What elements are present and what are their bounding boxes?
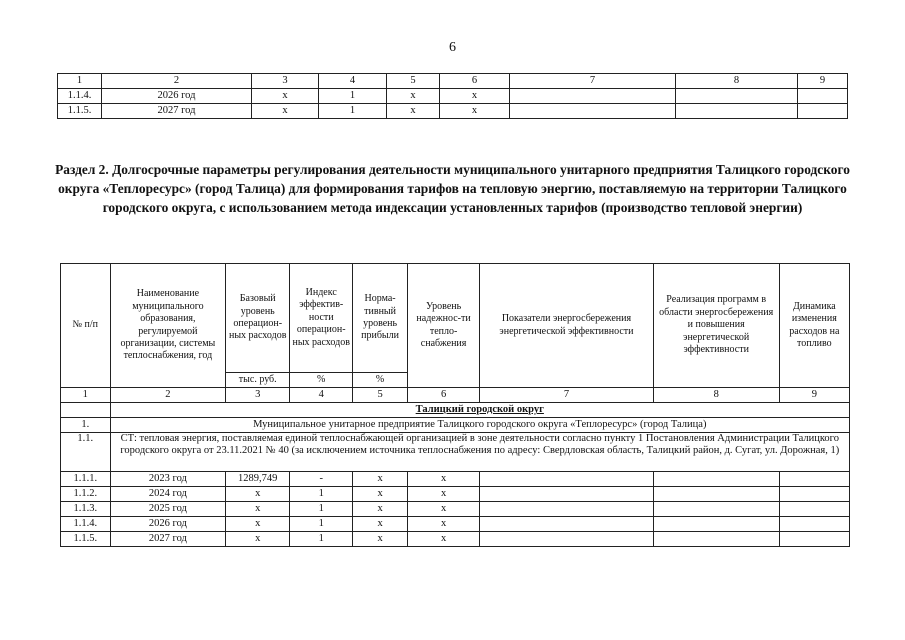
header-cell: 1 [58, 74, 102, 89]
table-cell: х [407, 517, 479, 532]
year-cell: 2027 год [102, 104, 252, 119]
table-cell [653, 517, 779, 532]
table-cell [653, 502, 779, 517]
table-cell [480, 502, 653, 517]
row-number: 1.1.1. [61, 472, 111, 487]
year-cell: 2023 год [110, 472, 226, 487]
table-cell [480, 517, 653, 532]
table-cell [779, 532, 849, 547]
table-cell: 1 [319, 104, 387, 119]
column-number: 2 [110, 388, 226, 403]
table-cell [653, 472, 779, 487]
long-term-parameters-table [60, 263, 850, 547]
row-number: 1.1.3. [61, 502, 111, 517]
table-cell: х [387, 104, 440, 119]
table-cell [480, 532, 653, 547]
table-cell: 1 [290, 517, 353, 532]
row-number: 1. [61, 418, 111, 433]
unit-cell: % [353, 373, 408, 388]
year-cell: 2027 год [110, 532, 226, 547]
header-profit-level: Норма-тивный уровень прибыли [353, 264, 408, 373]
table-cell: х [353, 532, 408, 547]
table-cell [653, 532, 779, 547]
column-number: 1 [61, 388, 111, 403]
column-number: 8 [653, 388, 779, 403]
district-row [61, 403, 850, 418]
unit-cell: % [290, 373, 353, 388]
unit-cell: тыс. руб. [226, 373, 290, 388]
system-row [61, 433, 850, 472]
table-cell: х [407, 487, 479, 502]
header-reliability: Уровень надежнос-ти тепло-снабжения [407, 264, 479, 388]
table-row [61, 502, 850, 517]
header-base-opex: Базовый уровень операцион-ных расходов [226, 264, 290, 373]
table-cell [480, 487, 653, 502]
table-cell: х [353, 472, 408, 487]
header-energy-saving: Показатели энергосбережения энергетической эффективности [480, 264, 653, 388]
table-cell [779, 517, 849, 532]
header-efficiency-index: Индекс эффектив-ности операцион-ных расходов [290, 264, 353, 373]
top-table-continuation [57, 73, 848, 119]
table-cell: 1 [290, 487, 353, 502]
table-cell [480, 472, 653, 487]
table-row [58, 89, 848, 104]
table-row [61, 532, 850, 547]
header-cell: 6 [440, 74, 510, 89]
table-cell: 1 [290, 532, 353, 547]
table-cell [779, 487, 849, 502]
table-cell [676, 89, 798, 104]
table-cell: 1 [290, 502, 353, 517]
system-description: СТ: тепловая энергия, поставляемая единой теплоснабжающей организацией в зоне деятельности согласно пункту 1 Постановления Администрации Талицкого городского округа от 23.11.2021 № 40 (за исключением источника теплоснабжения по адресу: Свердловская область, Талицкий район, д. Сугат, ул. Дорожная, 1) [110, 433, 849, 472]
table-cell: х [387, 89, 440, 104]
top-table-header-row [58, 74, 848, 89]
table-cell: х [226, 502, 290, 517]
section-title: Раздел 2. Долгосрочные параметры регулирования деятельности муниципального унитарного предприятия Талицкого городского округа «Теплоресурс» (город Талица) для формирования тарифов на тепловую энергию, поставляемую на территории Талицкого городского округа, с использованием метода индексации установленных тарифов (производство тепловой энергии) [55, 162, 850, 215]
table-cell: 1289,749 [226, 472, 290, 487]
row-number: 1.1. [61, 433, 111, 472]
header-num: № п/п [61, 264, 111, 388]
column-number: 4 [290, 388, 353, 403]
header-fuel-dynamics: Динамика изменения расходов на топливо [779, 264, 849, 388]
table-row [58, 104, 848, 119]
table-cell: 1 [319, 89, 387, 104]
table-cell: х [226, 517, 290, 532]
district-name: Талицкий городской округ [110, 403, 849, 418]
table-header-row [61, 264, 850, 373]
table-cell [510, 104, 676, 119]
table-cell: х [407, 502, 479, 517]
table-cell: х [252, 89, 319, 104]
table-cell: х [440, 89, 510, 104]
row-number: 1.1.5. [61, 532, 111, 547]
table-cell [779, 502, 849, 517]
header-cell: 5 [387, 74, 440, 89]
header-cell: 3 [252, 74, 319, 89]
header-cell: 4 [319, 74, 387, 89]
table-cell: х [407, 472, 479, 487]
row-number: 1.1.2. [61, 487, 111, 502]
organization-row [61, 418, 850, 433]
column-numbers-row [61, 388, 850, 403]
table-cell [798, 89, 848, 104]
header-programs: Реализация программ в области энергосбережения и повышения энергетической эффективности [653, 264, 779, 388]
column-number: 6 [407, 388, 479, 403]
column-number: 3 [226, 388, 290, 403]
organization-name: Муниципальное унитарное предприятие Талицкого городского округа «Теплоресурс» (город Талица) [110, 418, 849, 433]
table-cell [779, 472, 849, 487]
header-cell: 8 [676, 74, 798, 89]
header-cell: 7 [510, 74, 676, 89]
row-number: 1.1.5. [58, 104, 102, 119]
year-cell: 2026 год [110, 517, 226, 532]
year-cell: 2025 год [110, 502, 226, 517]
table-row [61, 517, 850, 532]
table-cell [653, 487, 779, 502]
header-cell: 9 [798, 74, 848, 89]
table-cell: х [252, 104, 319, 119]
header-cell: 2 [102, 74, 252, 89]
table-cell: х [440, 104, 510, 119]
table-cell: - [290, 472, 353, 487]
header-name: Наименование муниципального образования, регулируемой организации, системы теплоснабжения, год [110, 264, 226, 388]
table-cell [510, 89, 676, 104]
row-number: 1.1.4. [58, 89, 102, 104]
table-cell: х [226, 487, 290, 502]
table-cell [798, 104, 848, 119]
column-number: 7 [480, 388, 653, 403]
table-row [61, 472, 850, 487]
table-cell [676, 104, 798, 119]
page-number: 6 [449, 40, 456, 55]
table-cell: х [353, 502, 408, 517]
year-cell: 2026 год [102, 89, 252, 104]
year-cell: 2024 год [110, 487, 226, 502]
table-cell: х [353, 487, 408, 502]
column-number: 9 [779, 388, 849, 403]
table-cell: х [226, 532, 290, 547]
table-cell: х [407, 532, 479, 547]
table-cell: х [353, 517, 408, 532]
row-number: 1.1.4. [61, 517, 111, 532]
column-number: 5 [353, 388, 408, 403]
empty-cell [61, 403, 111, 418]
table-row [61, 487, 850, 502]
